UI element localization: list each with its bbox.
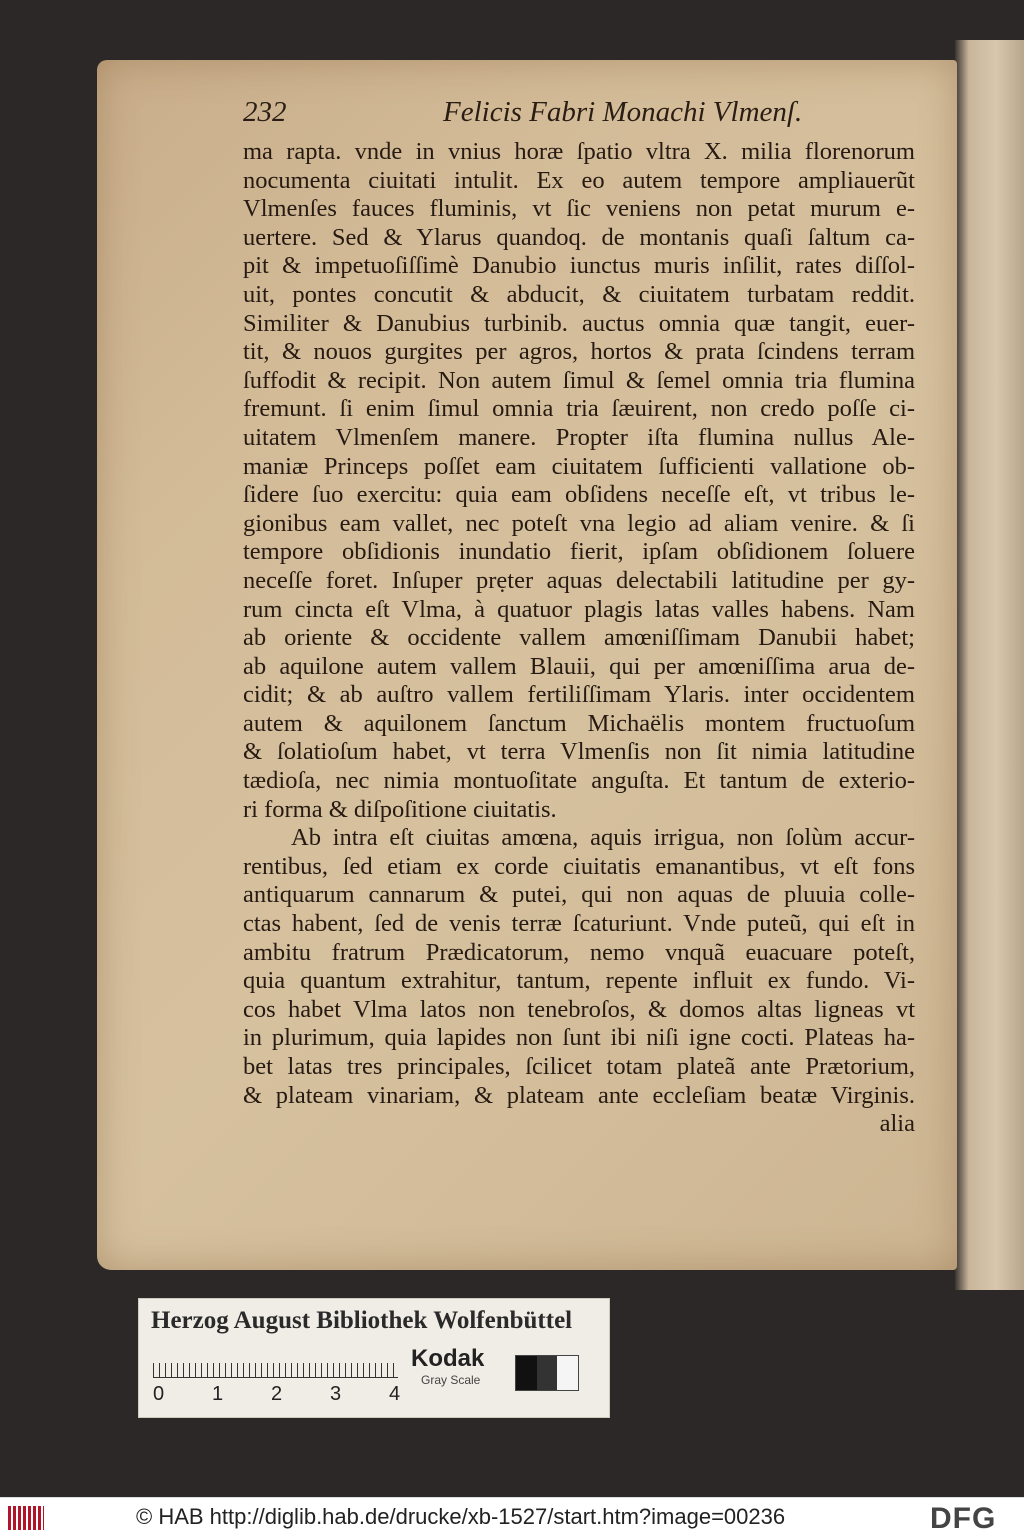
running-head [243,96,803,136]
ruler-number: 0 [153,1383,165,1405]
text-line: gionibus eam vallet, nec poteſt vna legio ad aliam venire. & ſi [243,509,915,537]
library-name: Herzog August Bibliothek Wolfenbüttel [151,1307,573,1334]
text-line: cos habet Vlma latos non tenebroſos, & domos altas ligneas vt [243,995,915,1023]
body-text [243,138,915,1139]
text-line: maniæ Princeps poſſet eam ciuitatem ſufficienti vallatione ob- [243,452,915,480]
kodak-brand: Kodak [411,1345,485,1372]
text-line: ambitu fratrum Prædicatorum, nemo vnquã euacuare poteſt, [243,938,915,966]
text-line: Ab intra eſt ciuitas amœna, aquis irrigua, non ſolùm accur- [291,824,915,852]
text-line: ri forma & diſpoſitione ciuitatis. [243,795,557,823]
kodak-logo [411,1345,511,1395]
text-line: nocumenta ciuitati intulit. Ex eo autem tempore ampliauerũt [243,166,915,194]
ruler-numbers [149,1383,409,1407]
text-line: & plateam vinariam, & plateam ante eccleſiam beatæ Virginis. [243,1081,915,1109]
viewer-footer [0,1497,1024,1538]
text-line: Similiter & Danubius turbinib. auctus omnia quæ tangit, euer- [243,309,915,337]
text-line: bet latas tres principales, ſcilicet totam plateã ante Prætorium, [243,1053,915,1080]
text-line: ma rapta. vnde in vnius horæ ſpatio vltra X. milia florenorum [243,138,915,165]
text-line: quia quantum extrahitur, tantum, repente influit ex fundo. Vi- [243,967,915,995]
gray-scale-swatch [515,1355,579,1391]
text-line: tædioſa, nec nimia montuoſitate anguſta. Et tantum de exterio- [243,767,915,795]
text-line: ſuffodit & recipit. Non autem ſimul & ſemel omnia tria flumina [243,366,915,394]
text-line: tit, & nouos gurgites per agros, hortos & prata ſcindens terram [243,338,915,366]
page-number: 232 [243,96,287,128]
catchword: alia [879,1110,915,1138]
text-line: & ſolatioſum habet, vt terra Vlmenſis non ſit nimia latitudine [243,738,915,766]
text-line: antiquarum cannarum & putei, qui non aquas de pluuia colle- [243,881,915,909]
text-line: ctas habent, ſed de venis terræ ſcaturiunt. Vnde puteũ, qui eſt in [243,910,915,938]
text-line: ſidere ſuo exercitu: quia eam obſidens neceſſe eſt, vt tribus le- [243,481,915,509]
running-title: Felicis Fabri Monachi Vlmenſ. [443,96,803,128]
kodak-subtitle: Gray Scale [421,1373,481,1387]
text-line: Vlmenſes fauces fluminis, vt ſic veniens non petat murum e- [243,195,915,223]
text-line: uitatem Vlmenſem manere. Propter iſta flumina nullus Ale- [243,423,915,451]
dfg-logo: DFG [930,1502,997,1535]
hab-logo-icon [8,1506,44,1530]
text-line: ab aquilone autem vallem Blauii, qui per amœniſſima arua de- [243,652,915,680]
text-line: neceſſe foret. Inſuper prẹter aquas delectabili latitudine per gy- [243,566,915,594]
text-line: uit, pontes concutit & abducit, & ciuitatem turbatam reddit. [243,280,915,308]
ruler-number: 3 [330,1383,342,1405]
text-line: rentibus, ſed etiam ex corde ciuitatis emanantibus, vt eſt fons [243,852,915,880]
ruler-number: 1 [212,1383,224,1405]
library-label-card [138,1298,610,1418]
text-line: tempore obſidionis inundatio fierit, ipſam obſidionem ſoluere [243,538,915,566]
text-line: ab oriente & occidente vallem amœniſſimam Danubii habet; [243,624,915,652]
text-line: uertere. Sed & Ylarus quandoq. de montanis quaſi ſaltum ca- [243,223,915,251]
text-line: pit & impetuoſiſſimè Danubio iunctus muris inſilit, rates diſſol- [243,252,915,280]
facing-page-edge [955,40,1024,1290]
text-line: rum cincta eſt Vlma, à quatuor plagis latas valles habens. Nam [243,595,915,623]
copyright-url[interactable]: © HAB http://diglib.hab.de/drucke/xb-1527/start.htm?image=00236 [136,1504,786,1529]
measurement-ruler [153,1351,398,1378]
text-line: autem & aquilonem ſanctum Michaëlis montem fructuoſum [243,709,915,737]
text-line: in plurimum, quia lapides non ſunt ibi niſi igne cocti. Plateas ha- [243,1024,915,1052]
ruler-number: 2 [271,1383,283,1405]
text-line: fremunt. ſi enim ſimul omnia tria ſæuirent, non credo poſſe ci- [243,395,915,423]
ruler-number: 4 [389,1383,401,1405]
text-line: cidit; & ab auſtro vallem fertiliſſimam Ylaris. inter occidentem [243,681,915,709]
